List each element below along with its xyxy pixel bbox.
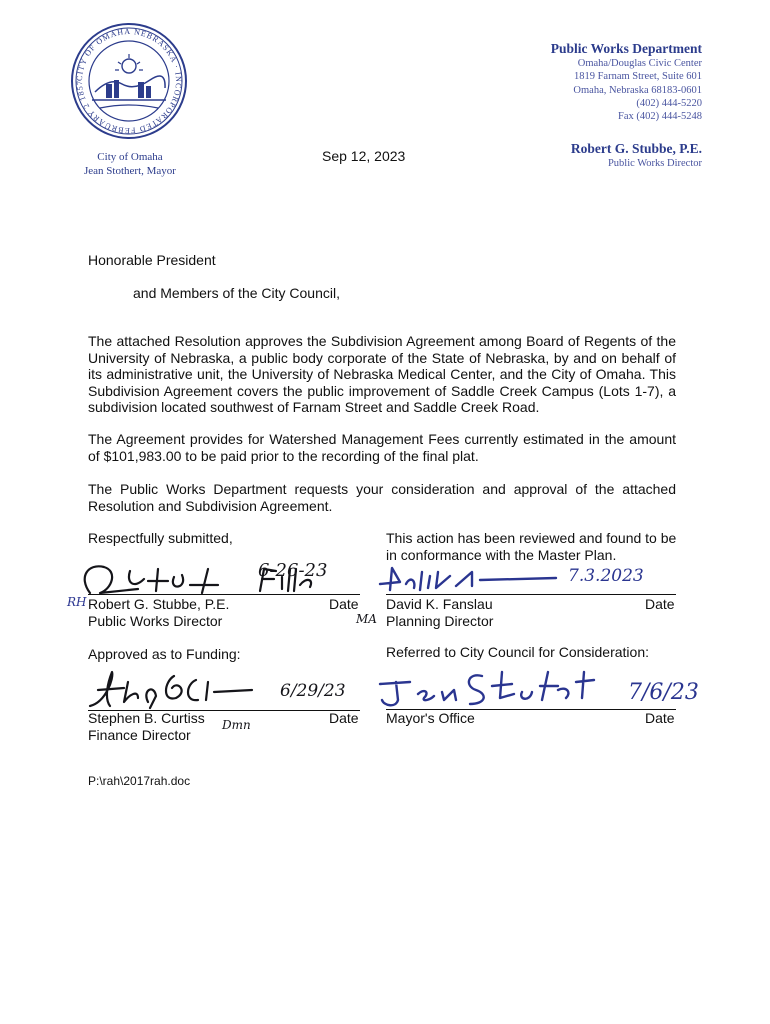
signature-curtiss: [84, 668, 274, 712]
handwritten-date-stubbe: 6-26-23: [258, 560, 328, 581]
signer-title-fanslau: Planning Director: [386, 613, 494, 629]
handwritten-date-mayor: 7/6/23: [628, 680, 699, 705]
file-path: P:\rah\2017rah.doc: [88, 774, 191, 788]
initials-fanslau: MA: [356, 612, 377, 626]
director-name: Robert G. Stubbe, P.E.: [570, 141, 702, 156]
department-title: Public Works Department: [550, 41, 702, 56]
phone-line: (402) 444-5220: [636, 97, 702, 109]
salutation-line-1: Honorable President: [88, 252, 216, 268]
signer-title-stubbe: Public Works Director: [88, 613, 223, 629]
signer-name-curtiss: Stephen B. Curtiss: [88, 710, 205, 726]
fax-line: Fax (402) 444-5248: [618, 111, 702, 123]
salutation-line-2: and Members of the City Council,: [133, 285, 340, 301]
letter-date: Sep 12, 2023: [322, 148, 406, 164]
approved-as-to-funding: Approved as to Funding:: [88, 646, 241, 662]
initials-stubbe: RH: [67, 595, 87, 609]
city-seal: [70, 22, 188, 140]
signer-name-mayor: Mayor's Office: [386, 710, 475, 726]
body-paragraph-2: The Agreement provides for Watershed Management Fees currently estimated in the amount of $101,983.00 to be paid prior to the recording of the final plat.: [88, 431, 676, 464]
handwritten-date-curtiss: 6/29/23: [280, 681, 346, 701]
referred-to-council: Referred to City Council for Consideration:: [386, 644, 650, 660]
signer-title-curtiss: Finance Director: [88, 727, 191, 743]
master-plan-note: This action has been reviewed and found to be in conformance with the Master Plan.: [386, 530, 677, 563]
seal-text: CITY OF OMAHA NEBRASKA · INCORPORATED FEBRUARY 2 1857: [74, 26, 184, 136]
department-block: [551, 40, 702, 123]
body-paragraph-3: The Public Works Department requests your consideration and approval of the attached Resolution and Subdivision Agreement.: [88, 481, 676, 514]
address-line: Omaha, Nebraska 68183-0601: [573, 84, 702, 96]
address-line: Omaha/Douglas Civic Center: [577, 58, 702, 69]
body-paragraph-1: The attached Resolution approves the Subdivision Agreement among Board of Regents of the University of Nebraska, a public body corporate of the State of Nebraska, by and on behalf of its administrative unit, the University of Nebraska Medical Center, and the City of Omaha. This Subdivision Agreement covers the public improvement of Saddle Creek Campus (Lots 1-7), a subdivision located southwest of Farnam Street and Saddle Creek Road.: [88, 333, 676, 415]
mayor-line: Jean Stothert, Mayor: [84, 165, 176, 177]
date-label: Date: [329, 710, 359, 726]
signature-line: [386, 594, 676, 595]
date-label: Date: [329, 596, 359, 612]
director-block: [571, 140, 702, 171]
respectfully-submitted: Respectfully submitted,: [88, 530, 233, 546]
svg-text:CITY OF OMAHA NEBRASKA · INCOR: [75, 27, 183, 135]
signature-stothert: [372, 664, 642, 712]
initials-curtiss: Dmn: [222, 718, 251, 732]
date-label: Date: [645, 710, 675, 726]
city-block: [70, 150, 190, 178]
handwritten-date-fanslau: 7.3.2023: [568, 566, 644, 586]
signer-name-fanslau: David K. Fanslau: [386, 596, 493, 612]
signature-line: [88, 594, 360, 595]
signer-name-stubbe: Robert G. Stubbe, P.E.: [88, 596, 230, 612]
city-name: City of Omaha: [97, 151, 163, 163]
director-title: Public Works Director: [607, 158, 702, 169]
address-line: 1819 Farnam Street, Suite 601: [573, 71, 702, 83]
date-label: Date: [645, 596, 675, 612]
